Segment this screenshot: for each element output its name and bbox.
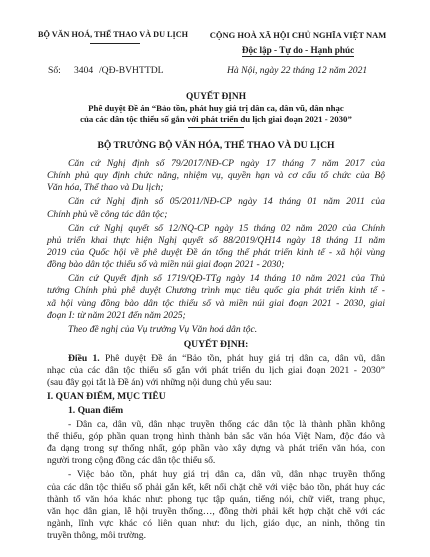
article-1 <box>47 353 385 390</box>
section-heading: I. QUAN ĐIỂM, MỤC TIÊU <box>47 391 166 403</box>
text-line: Chính phủ về công tác dân tộc; <box>47 208 168 220</box>
agency-divider <box>90 43 140 44</box>
subtitle-line: của các dân tộc thiểu số gắn với phát triển du lịch giai đoạn 2021 - 2030” <box>80 114 352 125</box>
text-line: Căn cứ Nghị định số 79/2017/NĐ-CP ngày 17 tháng 7 năm 2017 của <box>68 158 385 169</box>
text-line: đoạn I: từ năm 2021 đến năm 2025; <box>47 309 186 321</box>
text-line: phủ triển khai thực hiện Nghị quyết số 88/2019/QH14 ngày 18 tháng 11 năm <box>47 234 385 246</box>
place-and-date: Hà Nội, ngày 22 tháng 12 năm 2021 <box>227 65 368 76</box>
text-line: ngành, lĩnh vực khác có liên quan như: du lịch, giáo dục, an ninh, thông tin <box>47 518 385 530</box>
text-line: nhạc của các dân tộc thiểu số gắn với phát triển du lịch giai đoạn 2021 - 2030” <box>47 364 385 376</box>
subsection-heading: 1. Quan điểm <box>68 404 124 416</box>
document-subtitle <box>0 103 430 126</box>
viewpoint-1 <box>47 419 385 468</box>
doc-number-code: /QĐ-BVHTTDL <box>99 65 164 76</box>
subtitle-line: Phê duyệt Đề án “Bảo tồn, phát huy giá trị dân ca, dân vũ, dân nhạc <box>88 103 344 113</box>
document-title: QUYẾT ĐỊNH <box>186 92 246 102</box>
text-line: - Việc bảo tồn, phát huy giá trị dân ca, dân vũ, dân nhạc truyền thống <box>68 469 385 481</box>
text-line: thể thiếu, góp phần quan trọng hình thành bản sắc văn hóa Việt Nam, độc đáo và <box>47 431 385 443</box>
national-motto: Độc lập - Tự do - Hạnh phúc <box>241 45 355 55</box>
text-line: thành tố văn hóa khác như: phong tục tập quán, tiếng nói, chữ viết, trang phục, <box>47 493 385 505</box>
text-line: đồng bào dân tộc thiểu số và miền núi giai đoạn 2021 - 2030; <box>47 259 285 271</box>
text-line: văn học dân gian, lễ hội truyền thống…, đồng thời phải kết hợp chặt chẽ với các <box>47 506 385 518</box>
legal-basis-2 <box>47 196 385 220</box>
text-line: truyền thông, môi trường. <box>47 530 147 542</box>
agency-name: BỘ VĂN HOÁ, THỂ THAO VÀ DU LỊCH <box>38 30 188 39</box>
document-body <box>47 158 385 543</box>
text-line: của các dân tộc thiểu số phải gắn kết, kết nối chặt chẽ với việc bảo tồn, phát huy các <box>47 481 385 493</box>
legal-basis-1 <box>47 158 385 195</box>
text-line <box>47 353 385 365</box>
text-line: Chính phủ quy định chức năng, nhiệm vụ, quyền hạn và cơ cấu tổ chức của Bộ <box>47 170 385 182</box>
text-line: đa dạng trong sự thống nhất, góp phần vào xây dựng và phát triển văn hóa, con <box>47 443 385 455</box>
text-line: Theo đề nghị của Vụ trưởng Vụ Văn hoá dân tộc. <box>68 323 258 335</box>
text-line: người trong cộng đồng các dân tộc thiểu số. <box>47 455 216 467</box>
text-line: (sau đây gọi tắt là Đề án) với những nội dung chủ yếu sau: <box>47 377 272 389</box>
text-line: xã hội vùng đồng bào dân tộc thiểu số và miền núi giai đoạn 2021 - 2030, giai <box>47 297 385 309</box>
text-line: - Dân ca, dân vũ, dân nhạc truyền thống các dân tộc là thành phần không <box>68 418 385 430</box>
text-line: tướng Chính phủ phê duyệt Chương trình mục tiêu quốc gia phát triển kinh tế - <box>47 285 385 297</box>
doc-number: 3404 <box>74 65 94 76</box>
text-line: Văn hóa, Thể thao và Du lịch; <box>47 182 164 194</box>
title-divider <box>188 127 244 128</box>
text-line: Căn cứ Quyết định số 1719/QĐ-TTg ngày 14 tháng 10 năm 2021 của Thủ <box>68 273 385 285</box>
text-line: 2019 của Quốc hội về phê duyệt Đề án tổng thể phát triển kinh tế - xã hội vùng <box>47 247 385 259</box>
national-header <box>198 30 398 58</box>
country-name: CỘNG HOÀ XÃ HỘI CHỦ NGHĨA VIỆT NAM <box>209 30 387 40</box>
legal-basis-4 <box>47 273 385 322</box>
proposal-paragraph <box>47 324 385 336</box>
legal-basis-3 <box>47 223 385 272</box>
article-label: Điều 1. <box>68 352 100 364</box>
text-line: Căn cứ Nghị định số 05/2011/NĐ-CP ngày 14 tháng 01 năm 2011 của <box>68 196 385 208</box>
article-text: Phê duyệt Đề án “Bảo tồn, phát huy giá trị dân ca, dân vũ, dân <box>104 352 386 364</box>
doc-number-label: Số: <box>48 65 61 76</box>
text-line: Căn cứ Nghị quyết số 12/NQ-CP ngày 15 tháng 02 năm 2020 của Chính <box>68 222 385 234</box>
decision-heading: QUYẾT ĐỊNH: <box>183 338 249 350</box>
issuer-heading: BỘ TRƯỞNG BỘ VĂN HÓA, THỂ THAO VÀ DU LỊCH <box>97 140 335 151</box>
viewpoint-2 <box>47 469 385 542</box>
